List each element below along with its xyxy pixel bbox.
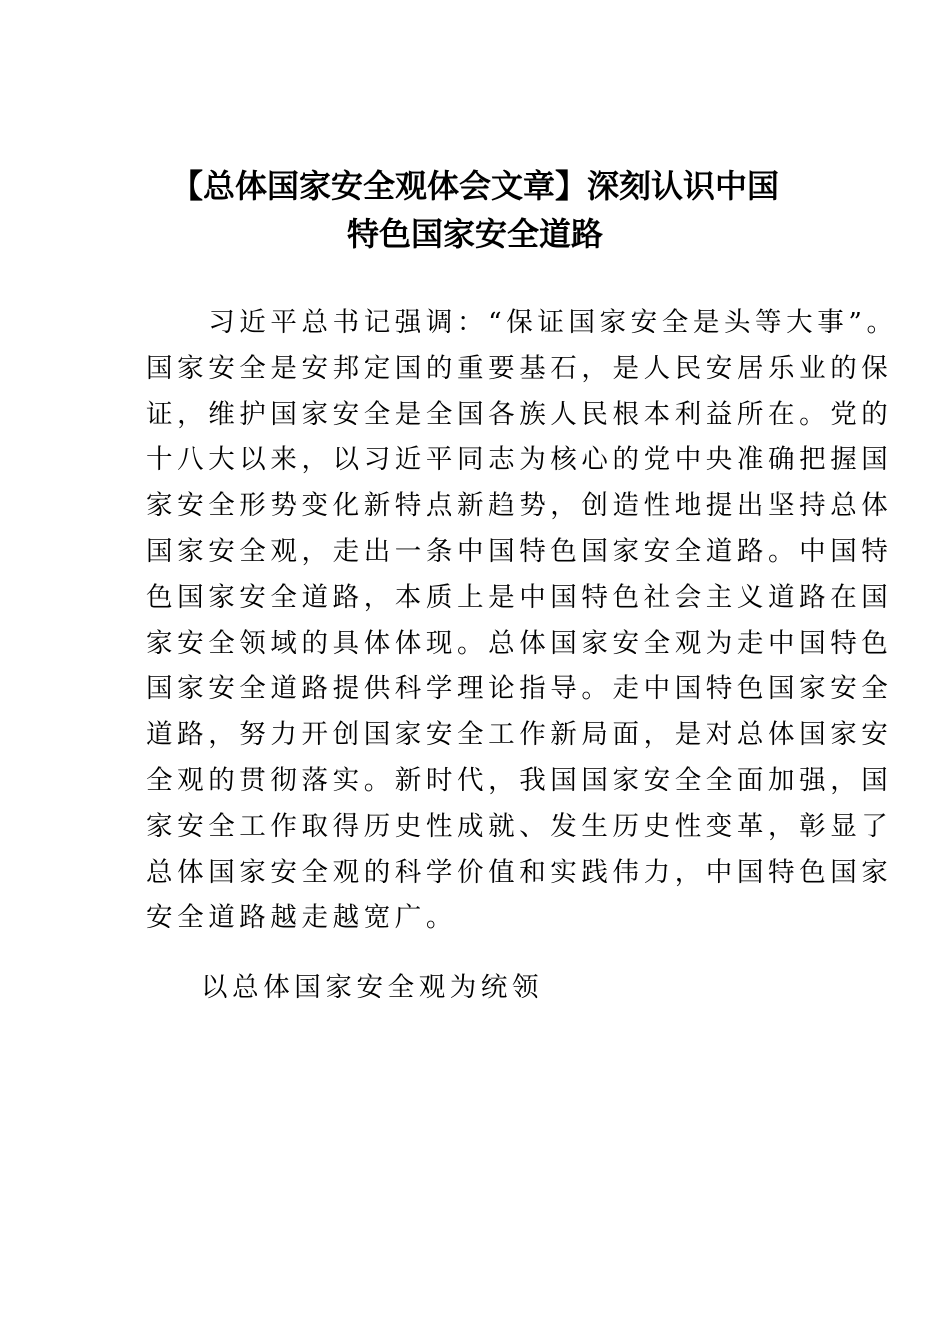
paragraph-line: 证，维护国家安全是全国各族人民根本利益所在。党的 [146,398,893,430]
paragraph-line: 家安全领域的具体体现。总体国家安全观为走中国特色 [146,627,893,659]
paragraph-line: 习近平总书记强调：“保证国家安全是头等大事”。 [146,307,898,338]
paragraph-line: 国家安全观，走出一条中国特色国家安全道路。中国特 [146,535,893,567]
paragraph-line: 色国家安全道路，本质上是中国特色社会主义道路在国 [146,581,893,613]
paragraph-line: 国家安全道路提供科学理论指导。走中国特色国家安全 [146,673,893,705]
body-paragraph [146,300,898,941]
paragraph-line: 国家安全是安邦定国的重要基石，是人民安居乐业的保 [146,352,893,384]
title-line: 【总体国家安全观体会文章】深刻认识中国 [170,167,779,205]
paragraph-line: 道路，努力开创国家安全工作新局面，是对总体国家安 [146,719,893,751]
paragraph-line: 家安全形势变化新特点新趋势，创造性地提出坚持总体 [146,490,893,522]
section-subheading: 以总体国家安全观为统领 [201,972,544,1003]
title-line: 特色国家安全道路 [346,215,603,253]
paragraph-line: 总体国家安全观的科学价值和实践伟力，中国特色国家 [146,856,893,888]
paragraph-line: 家安全工作取得历史性成就、发生历史性变革，彰显了 [146,810,893,842]
paragraph-line: 安全道路越走越宽广。 [146,902,457,934]
paragraph-line: 全观的贯彻落实。新时代，我国国家安全全面加强，国 [146,764,893,796]
document-title [120,162,830,258]
paragraph-line: 十八大以来，以习近平同志为核心的党中央准确把握国 [146,444,893,476]
